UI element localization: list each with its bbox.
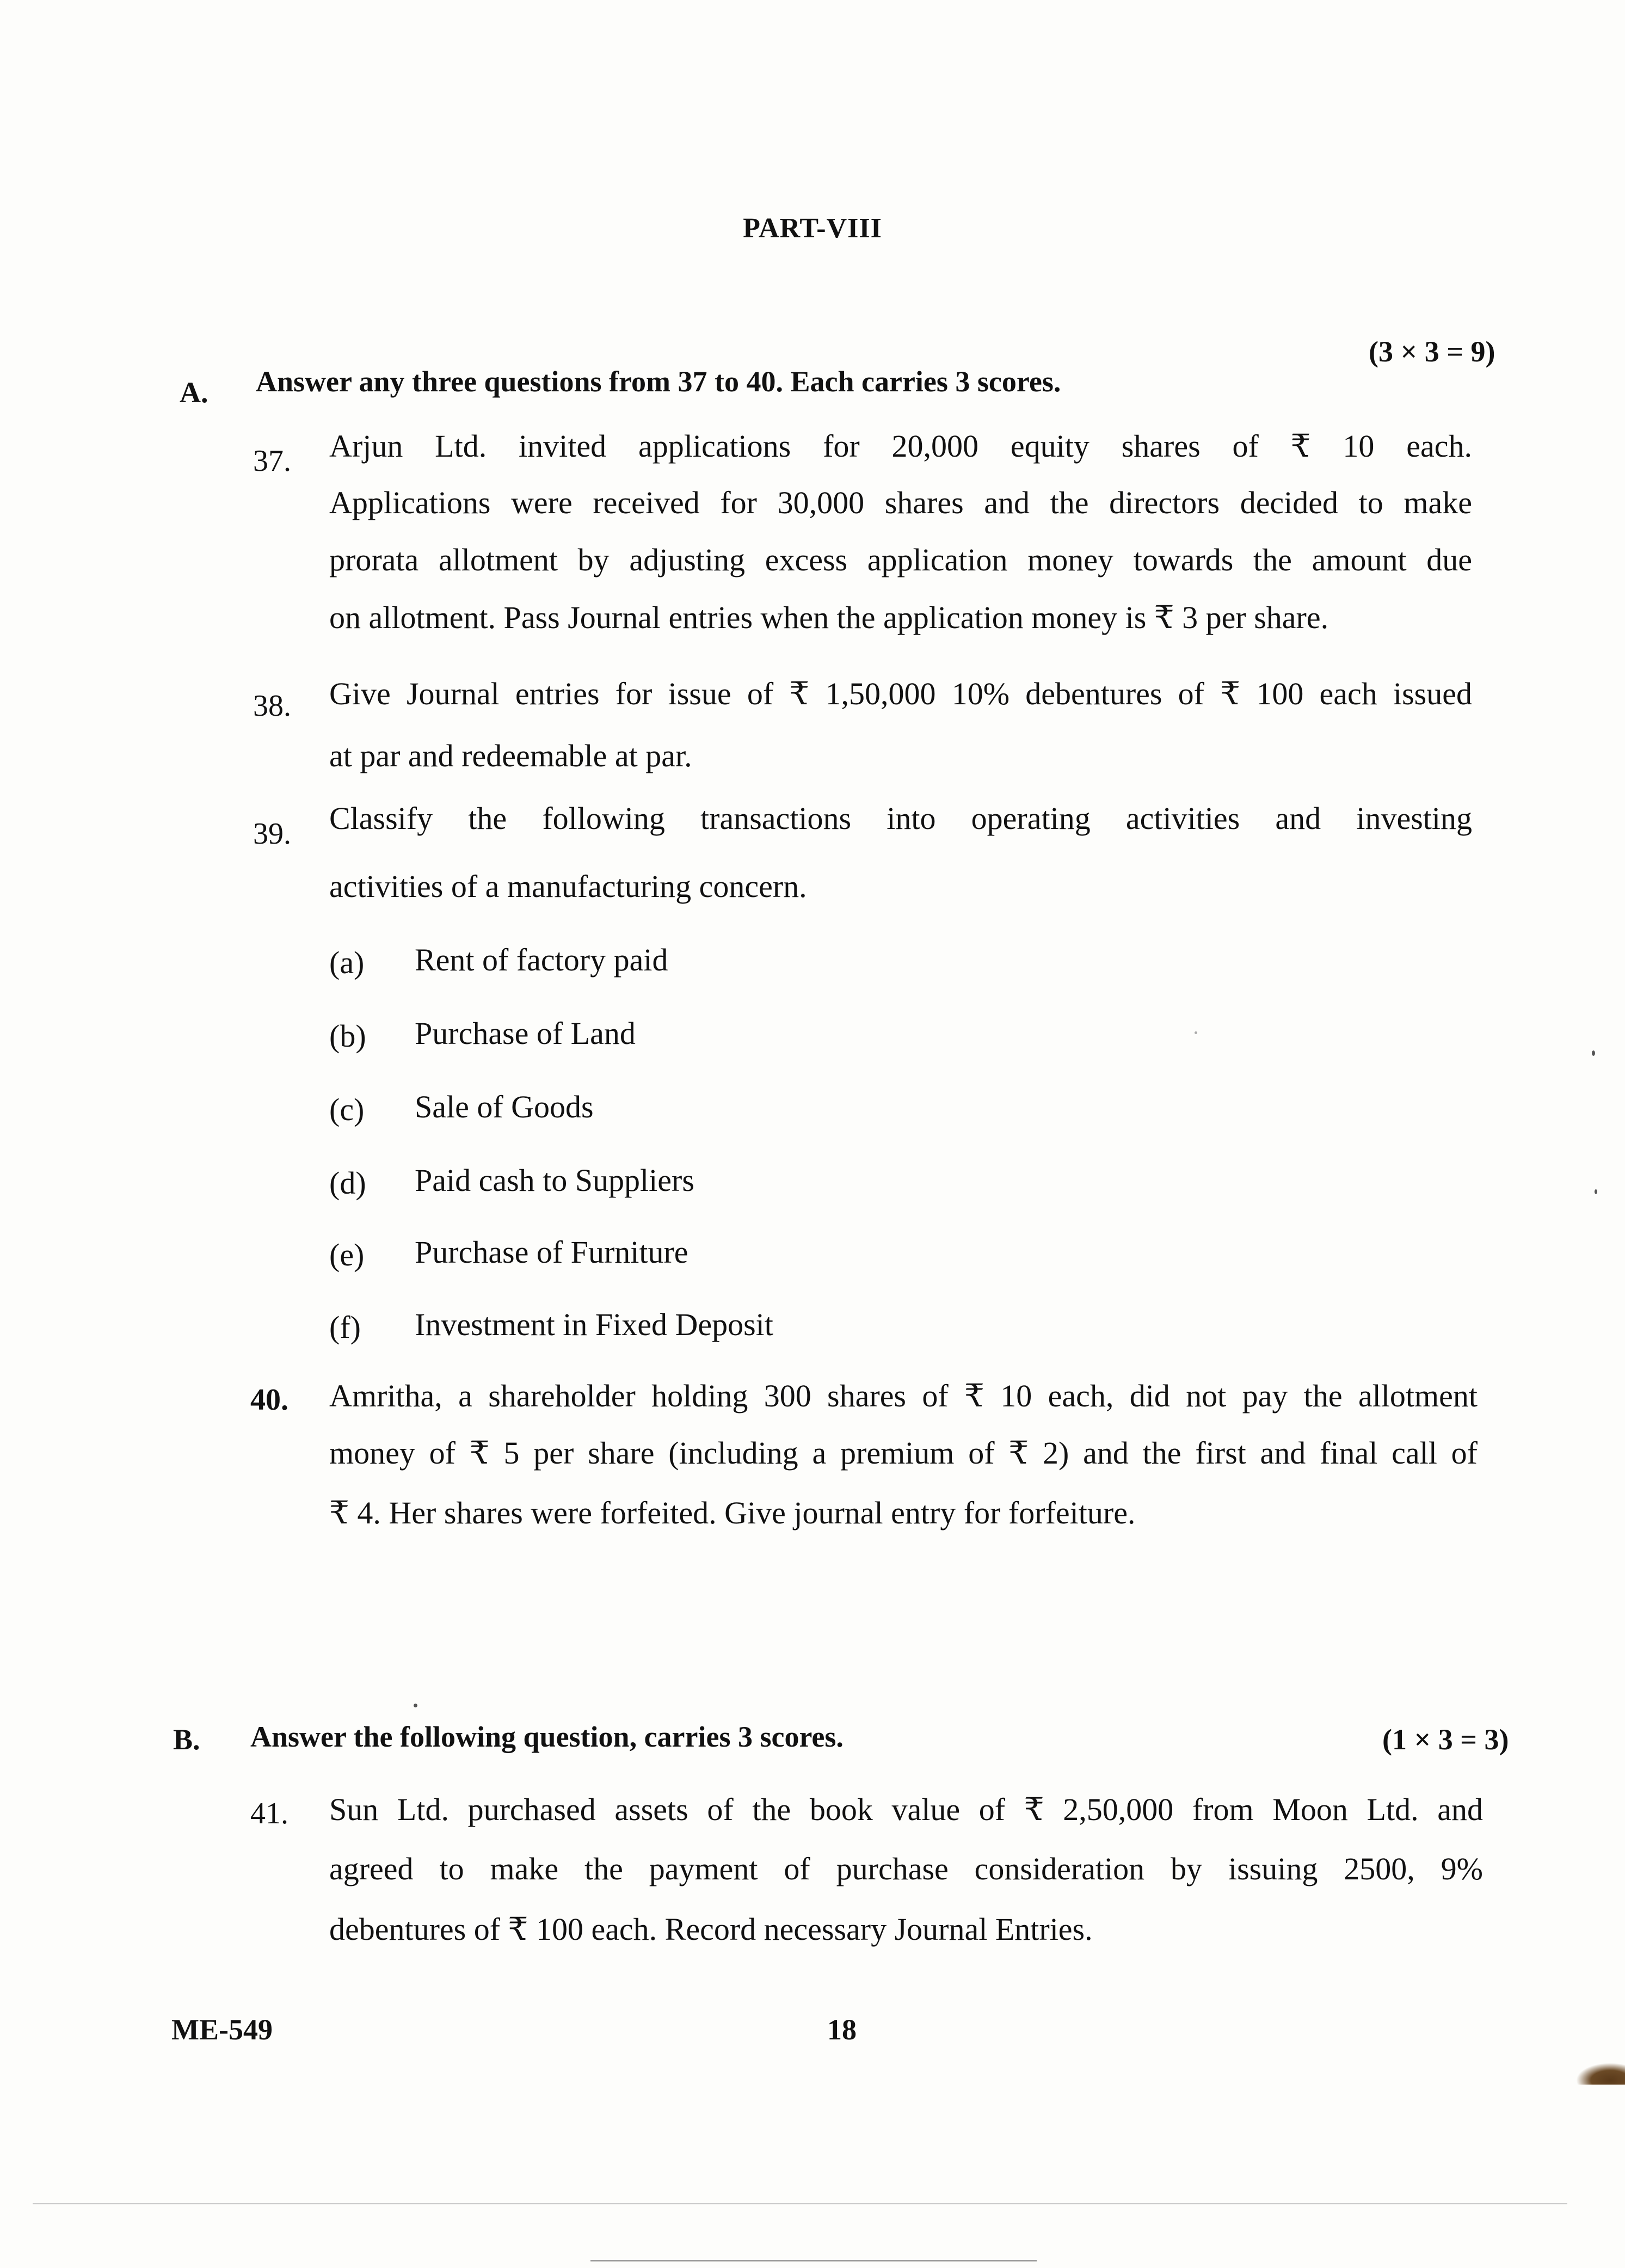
question-38-line-2: at par and redeemable at par. <box>329 738 692 773</box>
page-number: 18 <box>827 2013 857 2046</box>
question-40-line-2: money of ₹ 5 per share (including a premium of ₹ 2) and the first and final call of <box>329 1435 1478 1471</box>
item-e-letter: (e) <box>329 1237 365 1273</box>
scan-bottom-line <box>590 2260 1037 2261</box>
scan-edge-line <box>33 2203 1567 2204</box>
item-b-text: Purchase of Land <box>415 1016 636 1051</box>
section-a-marks: (3 × 3 = 9) <box>1369 335 1495 368</box>
scan-speck <box>1592 1050 1595 1056</box>
item-a-letter: (a) <box>329 945 365 980</box>
question-37-line-4: on allotment. Pass Journal entries when the application money is ₹ 3 per share. <box>329 600 1329 635</box>
question-41-line-3: debentures of ₹ 100 each. Record necessary Journal Entries. <box>329 1911 1093 1947</box>
question-41-number: 41. <box>250 1797 288 1830</box>
scan-corner-mark <box>1576 2063 1625 2085</box>
page-title: PART-VIII <box>743 213 882 244</box>
section-b-instruction: Answer the following question, carries 3 scores. <box>250 1720 844 1753</box>
item-a-text: Rent of factory paid <box>415 942 668 978</box>
scan-speck <box>414 1704 417 1707</box>
section-b-letter: B. <box>173 1723 200 1756</box>
question-37-number: 37. <box>253 444 291 478</box>
item-b-letter: (b) <box>329 1018 366 1054</box>
scan-speck <box>1195 1031 1197 1034</box>
item-f-letter: (f) <box>329 1310 361 1345</box>
question-38-line-1: Give Journal entries for issue of ₹ 1,50,000 10% debentures of ₹ 100 each issued <box>329 676 1472 711</box>
item-c-text: Sale of Goods <box>415 1089 594 1124</box>
question-40-line-3: ₹ 4. Her shares were forfeited. Give journal entry for forfeiture. <box>329 1495 1136 1531</box>
item-d-letter: (d) <box>329 1165 366 1201</box>
item-f-text: Investment in Fixed Deposit <box>415 1307 773 1342</box>
section-b-marks: (1 × 3 = 3) <box>1382 1723 1509 1756</box>
question-39-line-2: activities of a manufacturing concern. <box>329 869 807 904</box>
exam-code: ME-549 <box>171 2013 273 2046</box>
item-e-text: Purchase of Furniture <box>415 1234 688 1270</box>
section-a-letter: A. <box>180 376 208 409</box>
question-40-number: 40. <box>250 1383 288 1417</box>
question-39-number: 39. <box>253 817 291 851</box>
question-40-line-1: Amritha, a shareholder holding 300 shares of ₹ 10 each, did not pay the allotment <box>329 1378 1478 1413</box>
question-37-line-2: Applications were received for 30,000 shares and the directors decided to make <box>329 485 1472 520</box>
question-41-line-2: agreed to make the payment of purchase consideration by issuing 2500, 9% <box>329 1851 1483 1886</box>
question-39-line-1: Classify the following transactions into operating activities and investing <box>329 801 1472 836</box>
question-37-line-3: prorata allotment by adjusting excess application money towards the amount due <box>329 542 1472 577</box>
item-d-text: Paid cash to Suppliers <box>415 1163 694 1198</box>
section-a-instruction: Answer any three questions from 37 to 40. Each carries 3 scores. <box>256 365 1061 398</box>
question-38-number: 38. <box>253 689 291 723</box>
question-41-line-1: Sun Ltd. purchased assets of the book value of ₹ 2,50,000 from Moon Ltd. and <box>329 1792 1483 1827</box>
item-c-letter: (c) <box>329 1092 365 1127</box>
scan-speck <box>1595 1189 1597 1194</box>
question-37-line-1: Arjun Ltd. invited applications for 20,000 equity shares of ₹ 10 each. <box>329 428 1472 464</box>
